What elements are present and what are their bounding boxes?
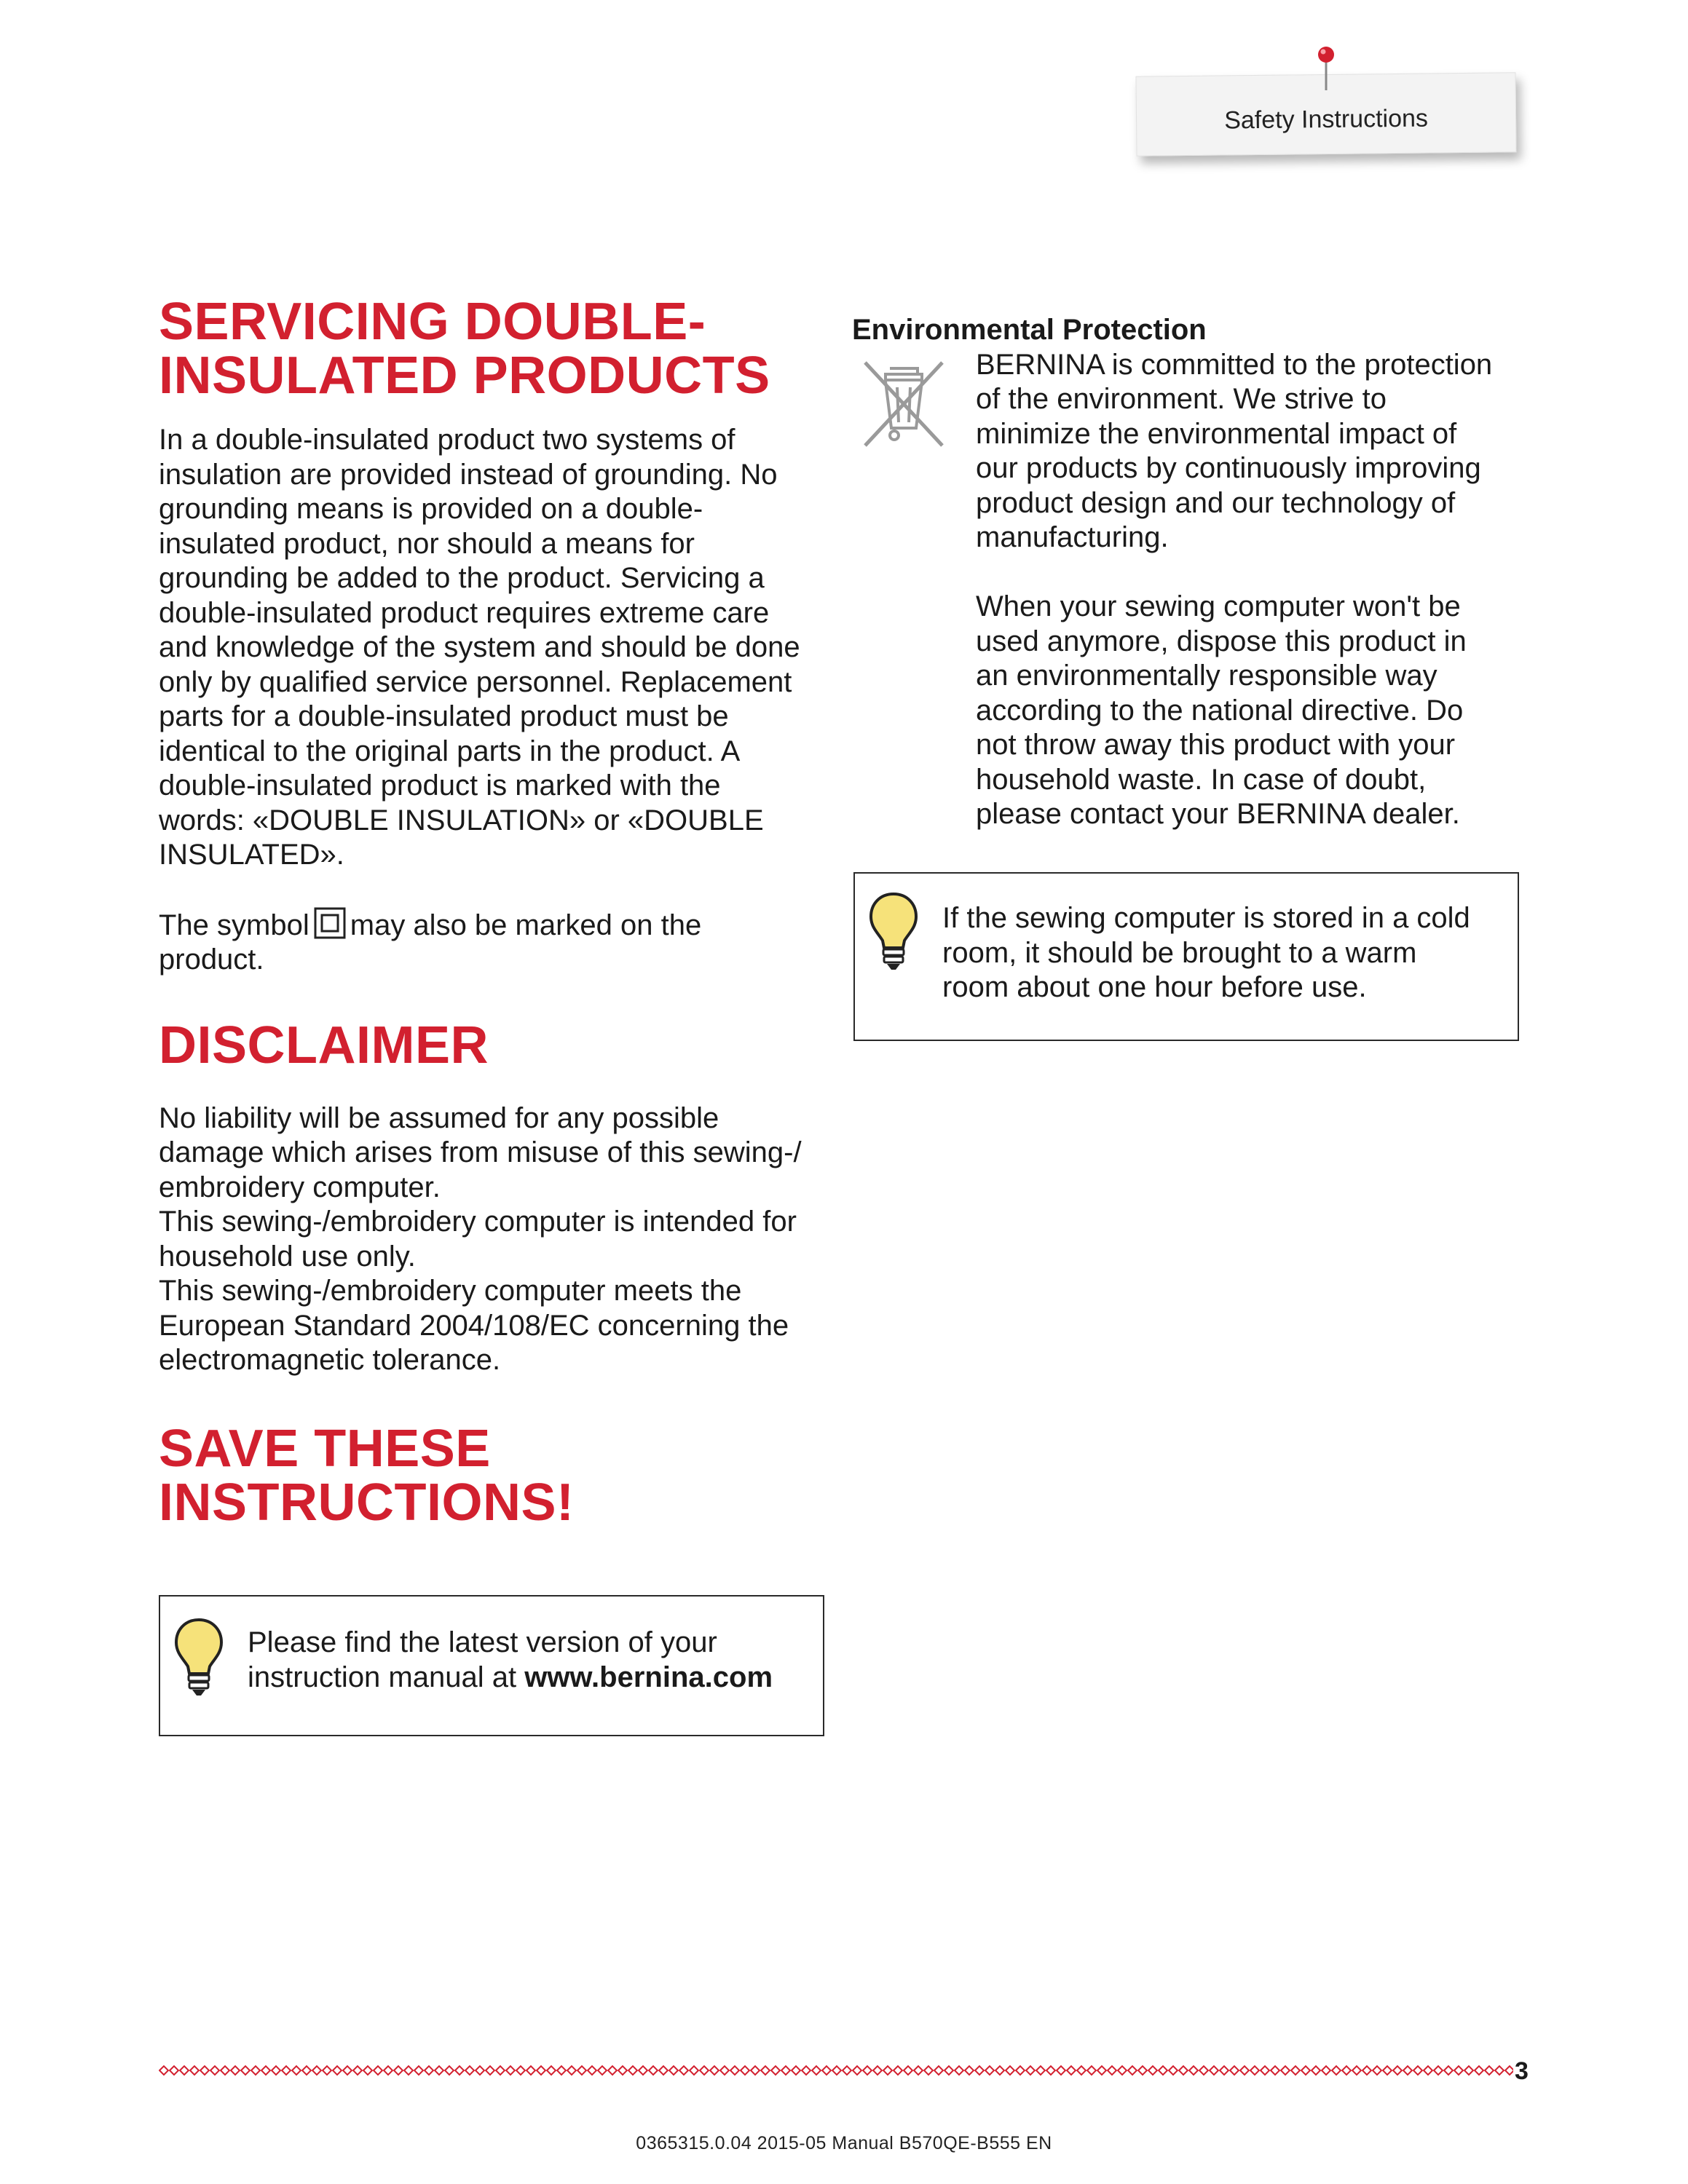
- save-instructions-heading: [159, 1419, 829, 1532]
- section-tab-label: Safety Instructions: [1224, 104, 1429, 135]
- servicing-heading-line1: SERVICING DOUBLE-: [159, 293, 706, 351]
- bernina-website-link[interactable]: www.bernina.com: [524, 1661, 773, 1693]
- environment-text: [976, 348, 1522, 832]
- text-line: household waste. In case of doubt,: [976, 763, 1427, 796]
- left-column: [159, 295, 829, 1530]
- text-line: minimize the environmental impact of: [976, 417, 1457, 450]
- text-line: not throw away this product with your: [976, 729, 1456, 761]
- text-line: identical to the original parts in the product. A: [159, 735, 741, 767]
- text-line: room about one hour before use.: [942, 971, 1367, 1003]
- text-line: Please find the latest version of your: [248, 1626, 717, 1658]
- text-line: double-insulated product requires extreme care: [159, 596, 770, 629]
- save-heading-line1: SAVE THESE: [159, 1419, 491, 1478]
- text-line: electromagnetic tolerance.: [159, 1344, 501, 1376]
- text-line: No liability will be assumed for any possible: [159, 1101, 719, 1134]
- text-line: our products by continuously improving: [976, 452, 1481, 484]
- text-line: only by qualified service personnel. Replacement: [159, 665, 792, 698]
- servicing-paragraph: [159, 423, 829, 873]
- text-line: used anymore, dispose this product in: [976, 625, 1467, 657]
- text-line: insulation are provided instead of grounding. No: [159, 458, 778, 491]
- disclaimer-heading-text: DISCLAIMER: [159, 1016, 489, 1075]
- manual-notice-prefix: instruction manual at: [248, 1661, 525, 1693]
- crossed-bin-icon: [859, 358, 948, 450]
- text-line: please contact your BERNINA dealer.: [976, 798, 1460, 830]
- disclaimer-heading: [159, 1016, 829, 1075]
- environment-title: Environmental Protection: [852, 314, 1207, 346]
- text-line: insulated product, nor should a means for: [159, 527, 695, 560]
- environment-block: [852, 348, 1522, 832]
- text-line: If the sewing computer is stored in a cold: [942, 902, 1470, 934]
- document-code: 0365315.0.04 2015-05 Manual B570QE-B555 EN: [636, 2133, 1052, 2153]
- text-line: product.: [159, 943, 264, 976]
- text-line: This sewing-/embroidery computer meets the: [159, 1275, 742, 1307]
- text-line: double-insulated product is marked with the: [159, 769, 721, 802]
- text-line: This sewing-/embroidery computer is intended for: [159, 1206, 797, 1238]
- servicing-heading: [159, 295, 829, 403]
- text-line: grounding means is provided on a double-: [159, 493, 703, 525]
- manual-notice-text: [248, 1626, 816, 1695]
- diamond-chain-divider: [159, 2065, 1513, 2076]
- right-column: [852, 313, 1522, 832]
- symbol-text-before: The symbol: [159, 909, 309, 941]
- text-line: In a double-insulated product two systems of: [159, 424, 735, 456]
- text-line: [159, 907, 829, 943]
- text-line: parts for a double-insulated product must be: [159, 700, 729, 732]
- lightbulb-icon: [173, 1617, 224, 1698]
- pushpin-icon: [1315, 45, 1337, 92]
- text-line: of the environment. We strive to: [976, 383, 1387, 415]
- page-number: 3: [1515, 2057, 1529, 2085]
- symbol-text-after: may also be marked on the: [350, 909, 702, 941]
- cold-room-notice: [853, 872, 1519, 1041]
- manual-version-notice: [159, 1595, 824, 1736]
- text-line: damage which arises from misuse of this sewing-/: [159, 1136, 802, 1168]
- text-line: room, it should be brought to a warm: [942, 936, 1417, 969]
- text-line: manufacturing.: [976, 521, 1169, 553]
- text-line: household use only.: [159, 1240, 416, 1273]
- text-line: grounding be added to the product. Servicing a: [159, 562, 765, 594]
- text-line: BERNINA is committed to the protection: [976, 348, 1493, 381]
- text-line: embroidery computer.: [159, 1171, 441, 1203]
- text-line: product design and our technology of: [976, 486, 1456, 519]
- text-line: according to the national directive. Do: [976, 694, 1464, 727]
- symbol-paragraph: [159, 907, 829, 978]
- text-line: INSULATED».: [159, 839, 344, 871]
- text-line: an environmentally responsible way: [976, 660, 1437, 692]
- servicing-heading-line2: INSULATED PRODUCTS: [159, 347, 770, 405]
- text-line: words: «DOUBLE INSULATION» or «DOUBLE: [159, 804, 764, 836]
- save-heading-line2: INSTRUCTIONS!: [159, 1473, 575, 1532]
- text-line: and knowledge of the system and should be done: [159, 631, 800, 663]
- text-line: When your sewing computer won't be: [976, 590, 1461, 622]
- lightbulb-icon: [868, 891, 919, 973]
- cold-notice-text: [942, 901, 1510, 1005]
- text-line: [248, 1661, 816, 1696]
- text-line: European Standard 2004/108/EC concerning the: [159, 1309, 789, 1342]
- double-insulation-icon: [314, 907, 346, 939]
- disclaimer-paragraph: [159, 1101, 829, 1378]
